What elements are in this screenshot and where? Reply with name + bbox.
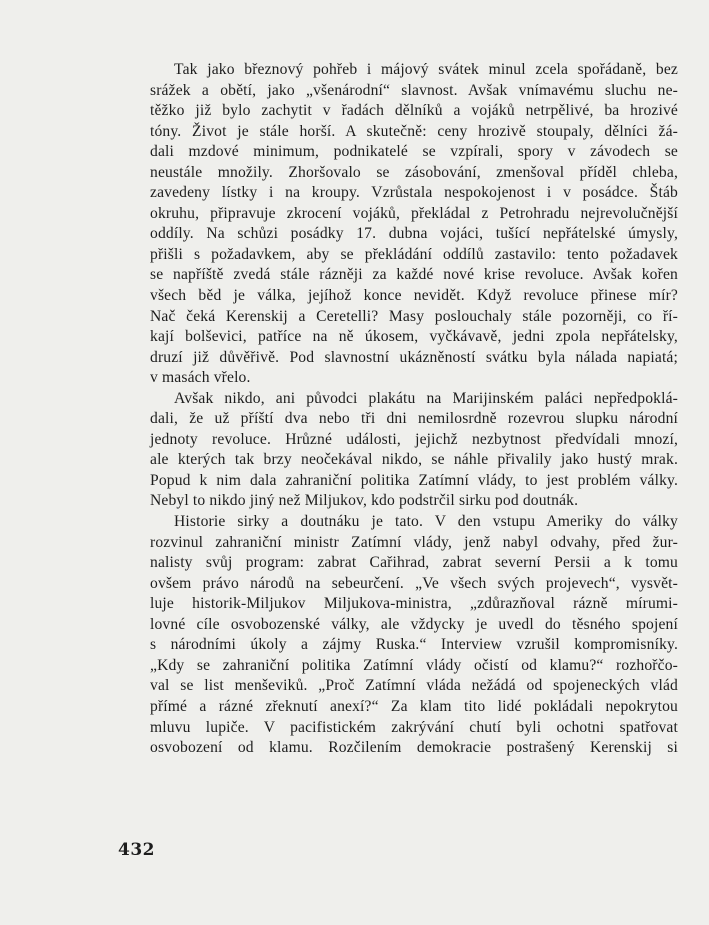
text-line: dali, že už příští dva nebo tři dni nemilosrdně rozevrou slupku národní bbox=[150, 410, 678, 428]
text-line: Tak jako březnový pohřeb i májový svátek minul zcela spořádaně, bez bbox=[174, 61, 678, 78]
text-line: všech běd je válka, jejíhož konce nevidět. Když revoluce přinese mír? bbox=[150, 287, 678, 305]
text-line: luje historik-Miljukov Miljukova-ministra, „zdůrazňoval rázně mírumi- bbox=[150, 595, 678, 613]
text-line: těžko již bylo zachytit v řadách dělníků a vojáků netrpělivé, ba hrozivé bbox=[150, 102, 678, 120]
text-line: Popud k nim dala zahraniční politika Zatímní vlády, to jest problém války. bbox=[150, 471, 678, 489]
text-line: nalisty svůj program: zabrat Cařihrad, zabrat severní Persii a k tomu bbox=[150, 554, 678, 572]
paragraph bbox=[150, 389, 678, 512]
text-line: druzí již důvěřivě. Pod slavnostní ukázněností svátku byla nálada napiatá; bbox=[150, 348, 678, 366]
text-line: přišli s požadavkem, aby se překládání oddílů zastavilo: tento požadavek bbox=[150, 245, 678, 263]
text-line: ovšem právo národů na sebeurčení. „Ve všech svých projevech“, vysvět- bbox=[150, 574, 678, 592]
text-line: dali mzdové minimum, podnikatelé se vzpírali, spory v závodech se bbox=[150, 143, 678, 161]
text-line: mluvu lupiče. V pacifistickém zakrývání chutí byli ochotni spatřovat bbox=[150, 718, 678, 736]
text-line: oddíly. Na schůzi posádky 17. dubna vojáci, tušící nepřátelské úmysly, bbox=[150, 225, 678, 243]
text-line: Nebyl to nikdo jiný než Miljukov, kdo podstrčil sirku pod doutnák. bbox=[150, 492, 579, 510]
text-line: osvobození od klamu. Rozčilením demokracie postrašený Kerenskij si bbox=[150, 739, 678, 757]
text-line: s národními úkoly a zájmy Ruska.“ Interview vzrušil kompromisníky. bbox=[150, 636, 678, 654]
text-line: lovné cíle osvobozenské války, ale vždycky je uvedl do těsného spojení bbox=[150, 615, 678, 633]
text-line: Historie sirky a doutnáku je tato. V den vstupu Ameriky do války bbox=[174, 513, 678, 531]
text-line: srážek a obětí, jako „všenárodní“ slavnost. Avšak vnímavému sluchu ne- bbox=[150, 81, 678, 99]
text-line: Avšak nikdo, ani původci plakátu na Marijinském paláci nepředpoklá- bbox=[174, 389, 678, 407]
text-line: kají bolševici, patříce na ně úkosem, vyčkávavě, jedni zpola nepřátelsky, bbox=[150, 328, 678, 346]
paragraph bbox=[150, 512, 678, 759]
text-line: tóny. Život je stále horší. A skutečně: ceny hrozivě stoupaly, dělníci žá- bbox=[150, 122, 678, 140]
text-line: val se list menševiků. „Proč Zatímní vláda nežádá od spojeneckých vlád bbox=[150, 677, 678, 695]
text-line: v masách vřelo. bbox=[150, 369, 251, 387]
page-body bbox=[150, 60, 678, 759]
paragraph bbox=[150, 60, 678, 389]
text-line: zavedeny lístky i na kroupy. Vzrůstala nespokojenost i v posádce. Štáb bbox=[150, 184, 678, 202]
text-line: okruhu, připravuje zkrocení vojáků, překládal z Petrohradu nejrevolučnější bbox=[150, 204, 678, 222]
text-line: jednoty revoluce. Hrůzné události, jejichž nezbytnost předvídali mnozí, bbox=[150, 430, 678, 448]
text-line: neustále množily. Zhoršovalo se zásobování, zmenšoval příděl chleba, bbox=[150, 163, 678, 181]
text-line: ale kterých tak brzy neočekával nikdo, se náhle přivalily jako hustý mrak. bbox=[150, 451, 678, 469]
text-line: Nač čeká Kerenskij a Ceretelli? Masy poslouchaly stále pozorněji, co ří- bbox=[150, 307, 678, 325]
text-line: „Kdy se zahraniční politika Zatímní vlády očistí od klamu?“ rozhořčo- bbox=[150, 656, 678, 674]
text-line: se napříště zvedá stále rázněji za každé nové krise revoluce. Avšak kořen bbox=[150, 266, 678, 284]
text-line: rozvinul zahraniční ministr Zatímní vlády, jenž nabyl odvahy, před žur- bbox=[150, 533, 678, 551]
text-line: přímé a rázné zřeknutí anexí?“ Za klam tito lidé pokládali nepokrytou bbox=[150, 697, 678, 715]
page-number: 432 bbox=[118, 840, 155, 860]
